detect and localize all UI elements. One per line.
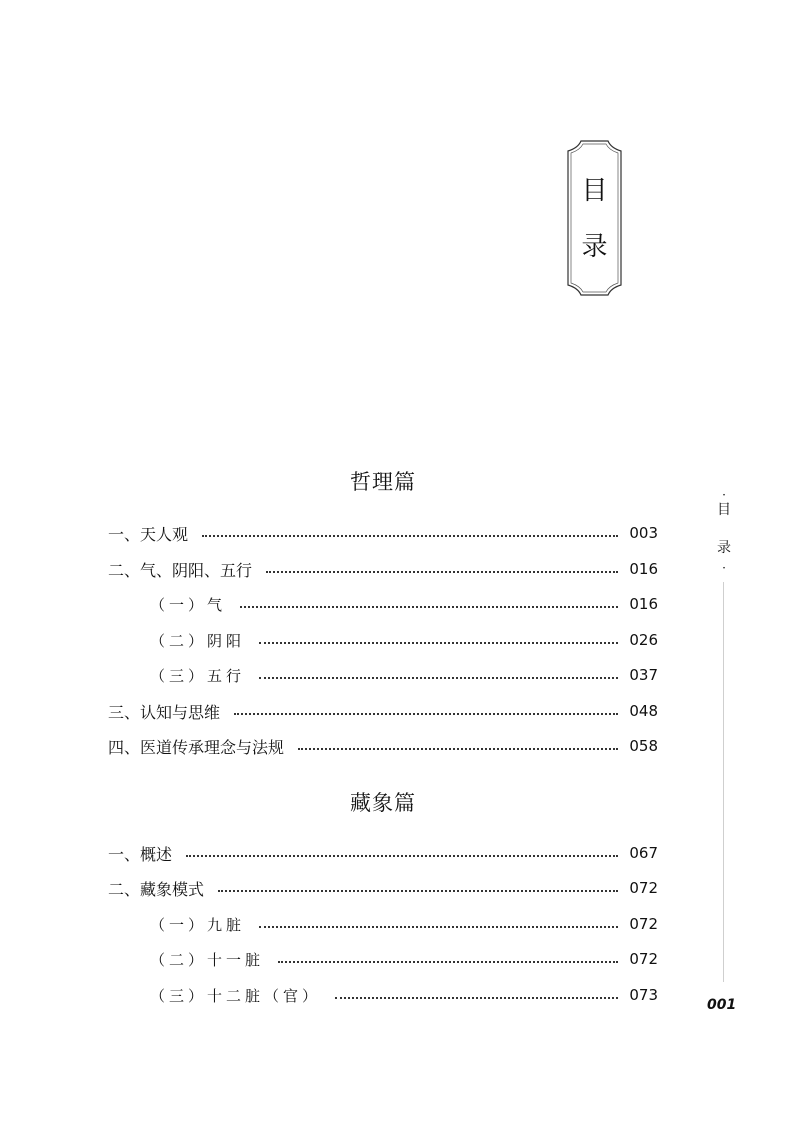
title-char-2: 录 xyxy=(581,232,608,262)
margin-rule xyxy=(723,582,724,982)
toc-entry[interactable] xyxy=(108,556,658,582)
margin-dot-bottom: · xyxy=(722,561,726,575)
toc-entry[interactable] xyxy=(108,875,658,901)
toc-entry-page: 073 xyxy=(629,986,658,1004)
toc-entry-page: 048 xyxy=(629,702,658,720)
toc-subentry[interactable] xyxy=(150,662,658,688)
toc-entry-page: 072 xyxy=(629,915,658,933)
dot-leader xyxy=(218,890,618,892)
toc-subentry[interactable] xyxy=(150,946,658,972)
toc-entry[interactable] xyxy=(108,733,658,759)
toc-entry-label: （三）十二脏（官） xyxy=(150,986,322,1005)
toc-subentry[interactable] xyxy=(150,982,658,1008)
dot-leader xyxy=(278,961,618,963)
dot-leader xyxy=(259,926,618,928)
dot-leader xyxy=(234,713,618,715)
margin-char-1: 目 xyxy=(717,502,731,518)
toc-entry-page: 016 xyxy=(629,595,658,613)
toc-entry-label: 二、气、阴阳、五行 xyxy=(108,560,253,580)
toc-entry-label: （二）阴阳 xyxy=(150,631,246,650)
dot-leader xyxy=(335,997,618,999)
toc-entry-label: 四、医道传承理念与法规 xyxy=(108,737,285,757)
toc-entry[interactable] xyxy=(108,840,658,866)
dot-leader xyxy=(186,855,618,857)
toc-subentry[interactable] xyxy=(150,591,658,617)
toc-entry-label: 一、概述 xyxy=(108,844,173,864)
toc-entry-label: 一、天人观 xyxy=(108,524,189,544)
toc-entry-page: 026 xyxy=(629,631,658,649)
section-heading-philosophy: 哲理篇 xyxy=(350,470,416,494)
toc-entry-page: 072 xyxy=(629,950,658,968)
toc-entry[interactable] xyxy=(108,698,658,724)
margin-dot-top: · xyxy=(722,488,726,502)
toc-entry-label: （一）气 xyxy=(150,595,227,614)
dot-leader xyxy=(266,571,618,573)
toc-entry-page: 058 xyxy=(629,737,658,755)
toc-entry-label: （二）十一脏 xyxy=(150,950,265,969)
dot-leader xyxy=(259,677,618,679)
section-heading-organ-imagery: 藏象篇 xyxy=(350,791,416,815)
toc-entry-page: 016 xyxy=(629,560,658,578)
toc-entry-page: 003 xyxy=(629,524,658,542)
toc-entry-label: （一）九脏 xyxy=(150,915,246,934)
toc-entry-page: 072 xyxy=(629,879,658,897)
dot-leader xyxy=(259,642,618,644)
toc-subentry[interactable] xyxy=(150,911,658,937)
title-frame-border xyxy=(567,140,622,296)
toc-entry-label: 二、藏象模式 xyxy=(108,879,205,899)
page-number: 001 xyxy=(707,997,737,1013)
toc-subentry[interactable] xyxy=(150,627,658,653)
dot-leader xyxy=(298,748,618,750)
title-frame xyxy=(567,140,622,296)
toc-entry-page: 037 xyxy=(629,666,658,684)
title-char-1: 目 xyxy=(581,176,608,206)
dot-leader xyxy=(202,535,618,537)
toc-entry-page: 067 xyxy=(629,844,658,862)
dot-leader xyxy=(240,606,618,608)
toc-entry-label: （三）五行 xyxy=(150,666,246,685)
toc-entry[interactable] xyxy=(108,520,658,546)
toc-entry-label: 三、认知与思维 xyxy=(108,702,221,722)
margin-char-2: 录 xyxy=(717,540,731,556)
